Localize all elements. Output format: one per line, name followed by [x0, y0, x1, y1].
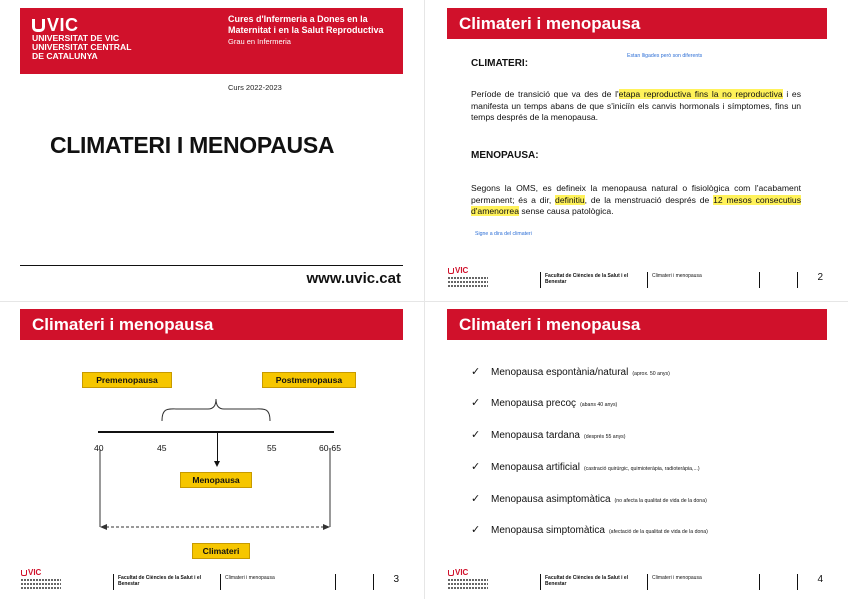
list-item-note: (aprox. 50 anys) — [632, 371, 670, 377]
text-run: sense causa patològica. — [518, 206, 614, 216]
footer-separator — [335, 574, 336, 590]
footer-separator — [759, 574, 760, 590]
footer-separator — [759, 272, 760, 288]
age-tick: 55 — [267, 443, 277, 453]
annotation-top: Estan lligades però son diferents — [627, 53, 703, 59]
text-run: , de la menstruació després de — [584, 194, 714, 205]
footer-separator — [647, 272, 648, 288]
age-tick: 60-65 — [319, 443, 341, 453]
text-run: Segons la OMS, es defineix la menopausa natural o fisiològica com l'acabament permanent; és a dir, — [471, 183, 801, 205]
age-tick: 40 — [94, 443, 104, 453]
logo-brand: VIC — [47, 15, 79, 35]
footer-separator — [113, 574, 114, 590]
list-item — [471, 523, 821, 536]
heading-menopausa: MENOPAUSA: — [471, 150, 539, 161]
grid-divider-vertical — [424, 0, 425, 599]
paragraph-menopausa — [471, 183, 801, 218]
highlighted-text: 12 mesos consecutius d'amenorrea — [471, 194, 802, 216]
slide-footer — [447, 266, 827, 292]
uvic-u-icon — [448, 268, 454, 274]
highlighted-text: definitiu — [555, 194, 585, 205]
heading-climateri: CLIMATERI: — [471, 58, 529, 69]
footer-topic: Climateri i menopausa — [652, 273, 702, 279]
footer-separator — [220, 574, 221, 590]
uvic-u-icon — [32, 19, 45, 32]
footer-separator — [540, 574, 541, 590]
logo-line-3: DE CATALUNYA — [32, 51, 98, 61]
check-icon: ✓ — [471, 366, 481, 378]
list-item — [471, 492, 821, 505]
list-item-label: Menopausa artificial — [491, 462, 580, 473]
logo-brand: VIC — [455, 568, 469, 577]
check-icon: ✓ — [471, 524, 481, 536]
age-axis — [98, 431, 334, 433]
climateri-span-bracket — [98, 449, 332, 531]
slide-footer — [20, 568, 403, 594]
page-number: 3 — [393, 574, 399, 585]
list-item-label: Menopausa precoç — [491, 398, 577, 409]
slide-3[interactable] — [20, 309, 403, 594]
list-item-label: Menopausa asimptomàtica — [491, 494, 611, 505]
curly-brace-icon — [160, 397, 272, 423]
list-item — [471, 396, 821, 409]
paragraph-climateri — [471, 89, 801, 124]
list-item-note: (afectació de la qualitat de vida de la dona) — [608, 529, 708, 535]
check-icon: ✓ — [471, 397, 481, 409]
label-premenopausa: Premenopausa — [82, 372, 172, 388]
annotation-bottom: Signe a dira del climateri — [475, 231, 532, 237]
footer-separator — [540, 272, 541, 288]
list-item — [471, 460, 821, 473]
slide-2[interactable] — [447, 8, 827, 292]
page-number: 4 — [817, 574, 823, 585]
check-icon: ✓ — [471, 429, 481, 441]
course-title: Cures d'Infermeria a Dones en la Maternitat i en la Salut Reproductiva — [228, 14, 384, 35]
grid-divider-horizontal — [0, 301, 848, 302]
footer-separator — [797, 272, 798, 288]
footer-separator — [797, 574, 798, 590]
check-icon: ✓ — [471, 461, 481, 473]
text-run: Període de transició que va des de l' — [471, 89, 619, 99]
slide-header: Climateri i menopausa — [20, 309, 403, 340]
text-run: i es manifesta un temps abans de que s'iniciïn els canvis hormonals i símptomes, fins un temps després de la menopausa. — [471, 89, 801, 122]
label-menopausa: Menopausa — [180, 472, 252, 488]
uvic-logo — [32, 16, 131, 61]
label-climateri: Climateri — [192, 543, 250, 559]
footer-rule — [20, 265, 403, 266]
list-item-label: Menopausa tardana — [491, 430, 580, 441]
logo-line-2: UNIVERSITAT CENTRAL — [32, 42, 132, 52]
footer-faculty: Facultat de Ciències de la Salut i el Benestar — [545, 273, 629, 285]
list-item-note: (abans 40 anys) — [580, 402, 618, 408]
logo-brand: VIC — [28, 568, 42, 577]
uvic-u-icon — [448, 570, 454, 576]
age-tick: 45 — [157, 443, 167, 453]
footer-topic: Climateri i menopausa — [225, 575, 275, 581]
list-item-note: (no afecta la qualitat de vida de la dona) — [614, 498, 707, 504]
list-item-label: Menopausa simptomàtica — [491, 525, 605, 536]
footer-separator — [373, 574, 374, 590]
label-postmenopausa: Postmenopausa — [262, 372, 356, 388]
uvic-u-icon — [21, 570, 27, 576]
page-number: 2 — [817, 272, 823, 283]
slide-1[interactable] — [20, 8, 403, 292]
highlighted-text: etapa reproductiva fins la no reproductiva — [618, 89, 783, 99]
website-link[interactable]: www.uvic.cat — [306, 270, 401, 287]
footer-logo — [21, 569, 61, 589]
check-icon: ✓ — [471, 493, 481, 505]
program-name: Grau en Infermeria — [228, 37, 291, 46]
footer-topic: Climateri i menopausa — [652, 575, 702, 581]
footer-faculty: Facultat de Ciències de la Salut i el Benestar — [545, 575, 629, 587]
footer-separator — [647, 574, 648, 590]
main-title: CLIMATERI I MENOPAUSA — [50, 132, 335, 158]
footer-logo — [448, 267, 488, 287]
logo-brand: VIC — [455, 266, 469, 275]
slide-footer — [447, 568, 827, 594]
list-item — [471, 365, 821, 378]
list-item-note: (castració quirúrgic, quimioteràpia, radioteràpia,...) — [583, 466, 700, 472]
footer-logo — [448, 569, 488, 589]
list-item-note: (després 55 anys) — [583, 434, 626, 440]
list-item — [471, 428, 821, 441]
course-title-box — [228, 14, 398, 47]
academic-year: Curs 2022-2023 — [228, 83, 282, 92]
slide-header: Climateri i menopausa — [447, 309, 827, 340]
logo-line-1: UNIVERSITAT DE VIC — [32, 33, 120, 43]
footer-faculty: Facultat de Ciències de la Salut i el Benestar — [118, 575, 202, 587]
slide-4[interactable] — [447, 309, 827, 594]
slide-header: Climateri i menopausa — [447, 8, 827, 39]
list-item-label: Menopausa espontània/natural — [491, 367, 629, 378]
